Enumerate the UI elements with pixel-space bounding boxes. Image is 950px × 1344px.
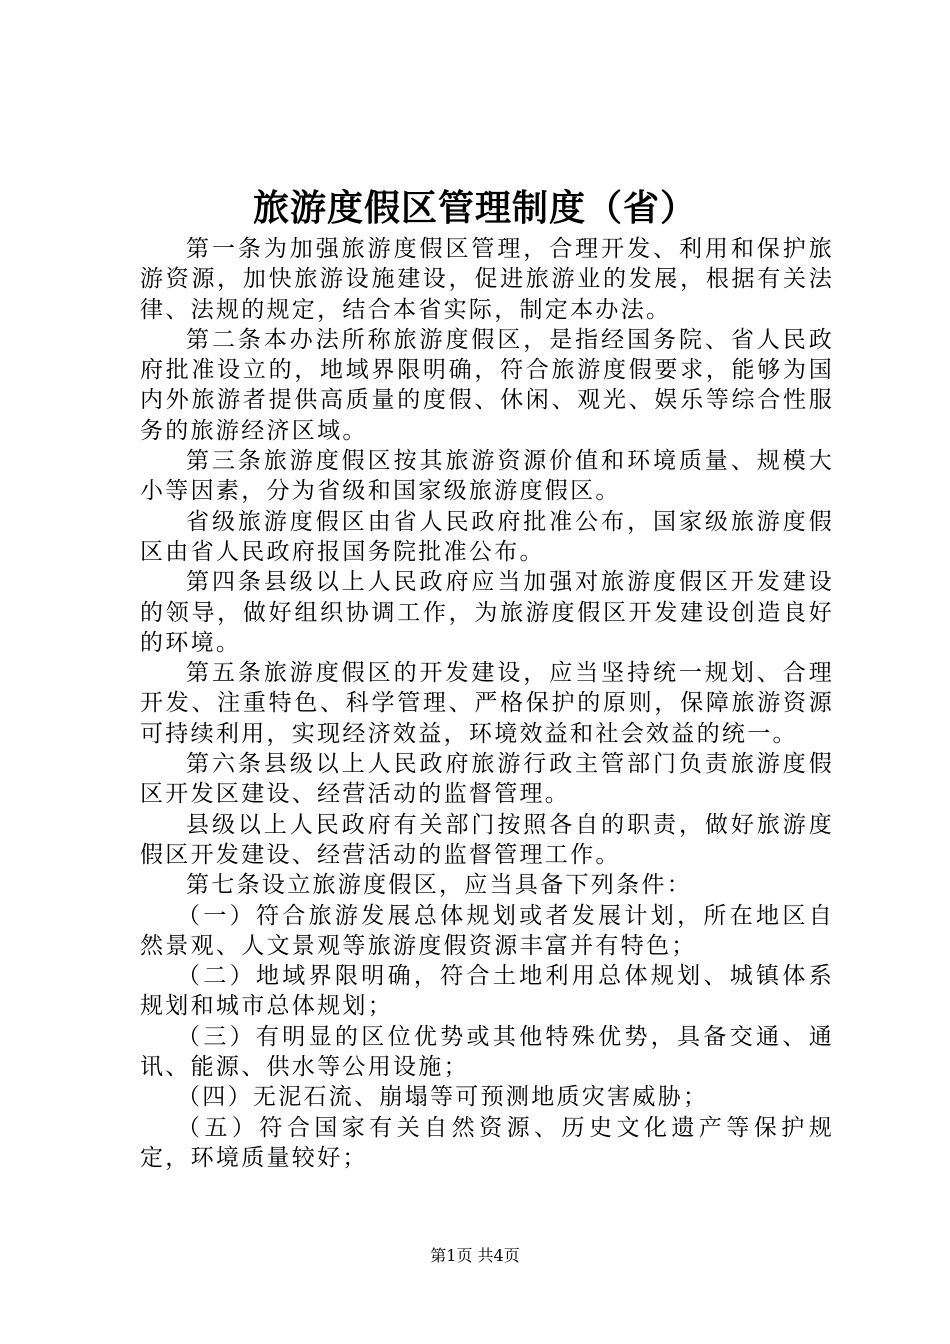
article-7: 第七条设立旅游度假区，应当具备下列条件： bbox=[186, 872, 692, 899]
article-6: 第六条县级以上人民政府旅游行政主管部门负责旅游度假区开发区建设、经营活动的监督管理。 bbox=[140, 751, 834, 808]
document-body bbox=[140, 234, 834, 1173]
condition-item-2: （二）地域界限明确，符合土地利用总体规划、城镇体系规划和城市总体规划； bbox=[140, 963, 834, 1020]
article-5: 第五条旅游度假区的开发建设，应当坚持统一规划、合理开发、注重特色、科学管理、严格保护的原则，保障旅游资源可持续利用，实现经济效益，环境效益和社会效益的统一。 bbox=[140, 660, 834, 747]
condition-item-3: （三）有明显的区位优势或其他特殊优势，具备交通、通讯、能源、供水等公用设施； bbox=[140, 1023, 834, 1081]
condition-item-4: （四）无泥石流、崩塌等可预测地质灾害威胁； bbox=[177, 1084, 709, 1111]
article-4: 第四条县级以上人民政府应当加强对旅游度假区开发建设的领导，做好组织协调工作，为旅游度假区开发建设创造良好的环境。 bbox=[140, 569, 834, 656]
article-3-paragraph-2: 省级旅游度假区由省人民政府批准公布，国家级旅游度假区由省人民政府报国务院批准公布。 bbox=[140, 508, 834, 565]
page-number-footer: 第1页 共4页 bbox=[430, 1246, 520, 1265]
condition-item-1: （一）符合旅游发展总体规划或者发展计划，所在地区自然景观、人文景观等旅游度假资源丰富并有特色； bbox=[140, 902, 834, 959]
article-2: 第二条本办法所称旅游度假区，是指经国务院、省人民政府批准设立的，地域界限明确，符合旅游度假要求，能够为国内外旅游者提供高质量的度假、休闲、观光、娱乐等综合性服务的旅游经济区域。 bbox=[140, 326, 834, 444]
article-3: 第三条旅游度假区按其旅游资源价值和环境质量、规模大小等因素，分为省级和国家级旅游度假区。 bbox=[140, 448, 834, 505]
document-title: 旅游度假区管理制度（省） bbox=[252, 187, 697, 229]
article-6-paragraph-2: 县级以上人民政府有关部门按照各自的职责，做好旅游度假区开发建设、经营活动的监督管理工作。 bbox=[140, 811, 834, 868]
condition-item-5: （五）符合国家有关自然资源、历史文化遗产等保护规定，环境质量较好； bbox=[140, 1114, 834, 1171]
article-1: 第一条为加强旅游度假区管理，合理开发、利用和保护旅游资源，加快旅游设施建设，促进旅游业的发展，根据有关法律、法规的规定，结合本省实际，制定本办法。 bbox=[140, 236, 834, 323]
